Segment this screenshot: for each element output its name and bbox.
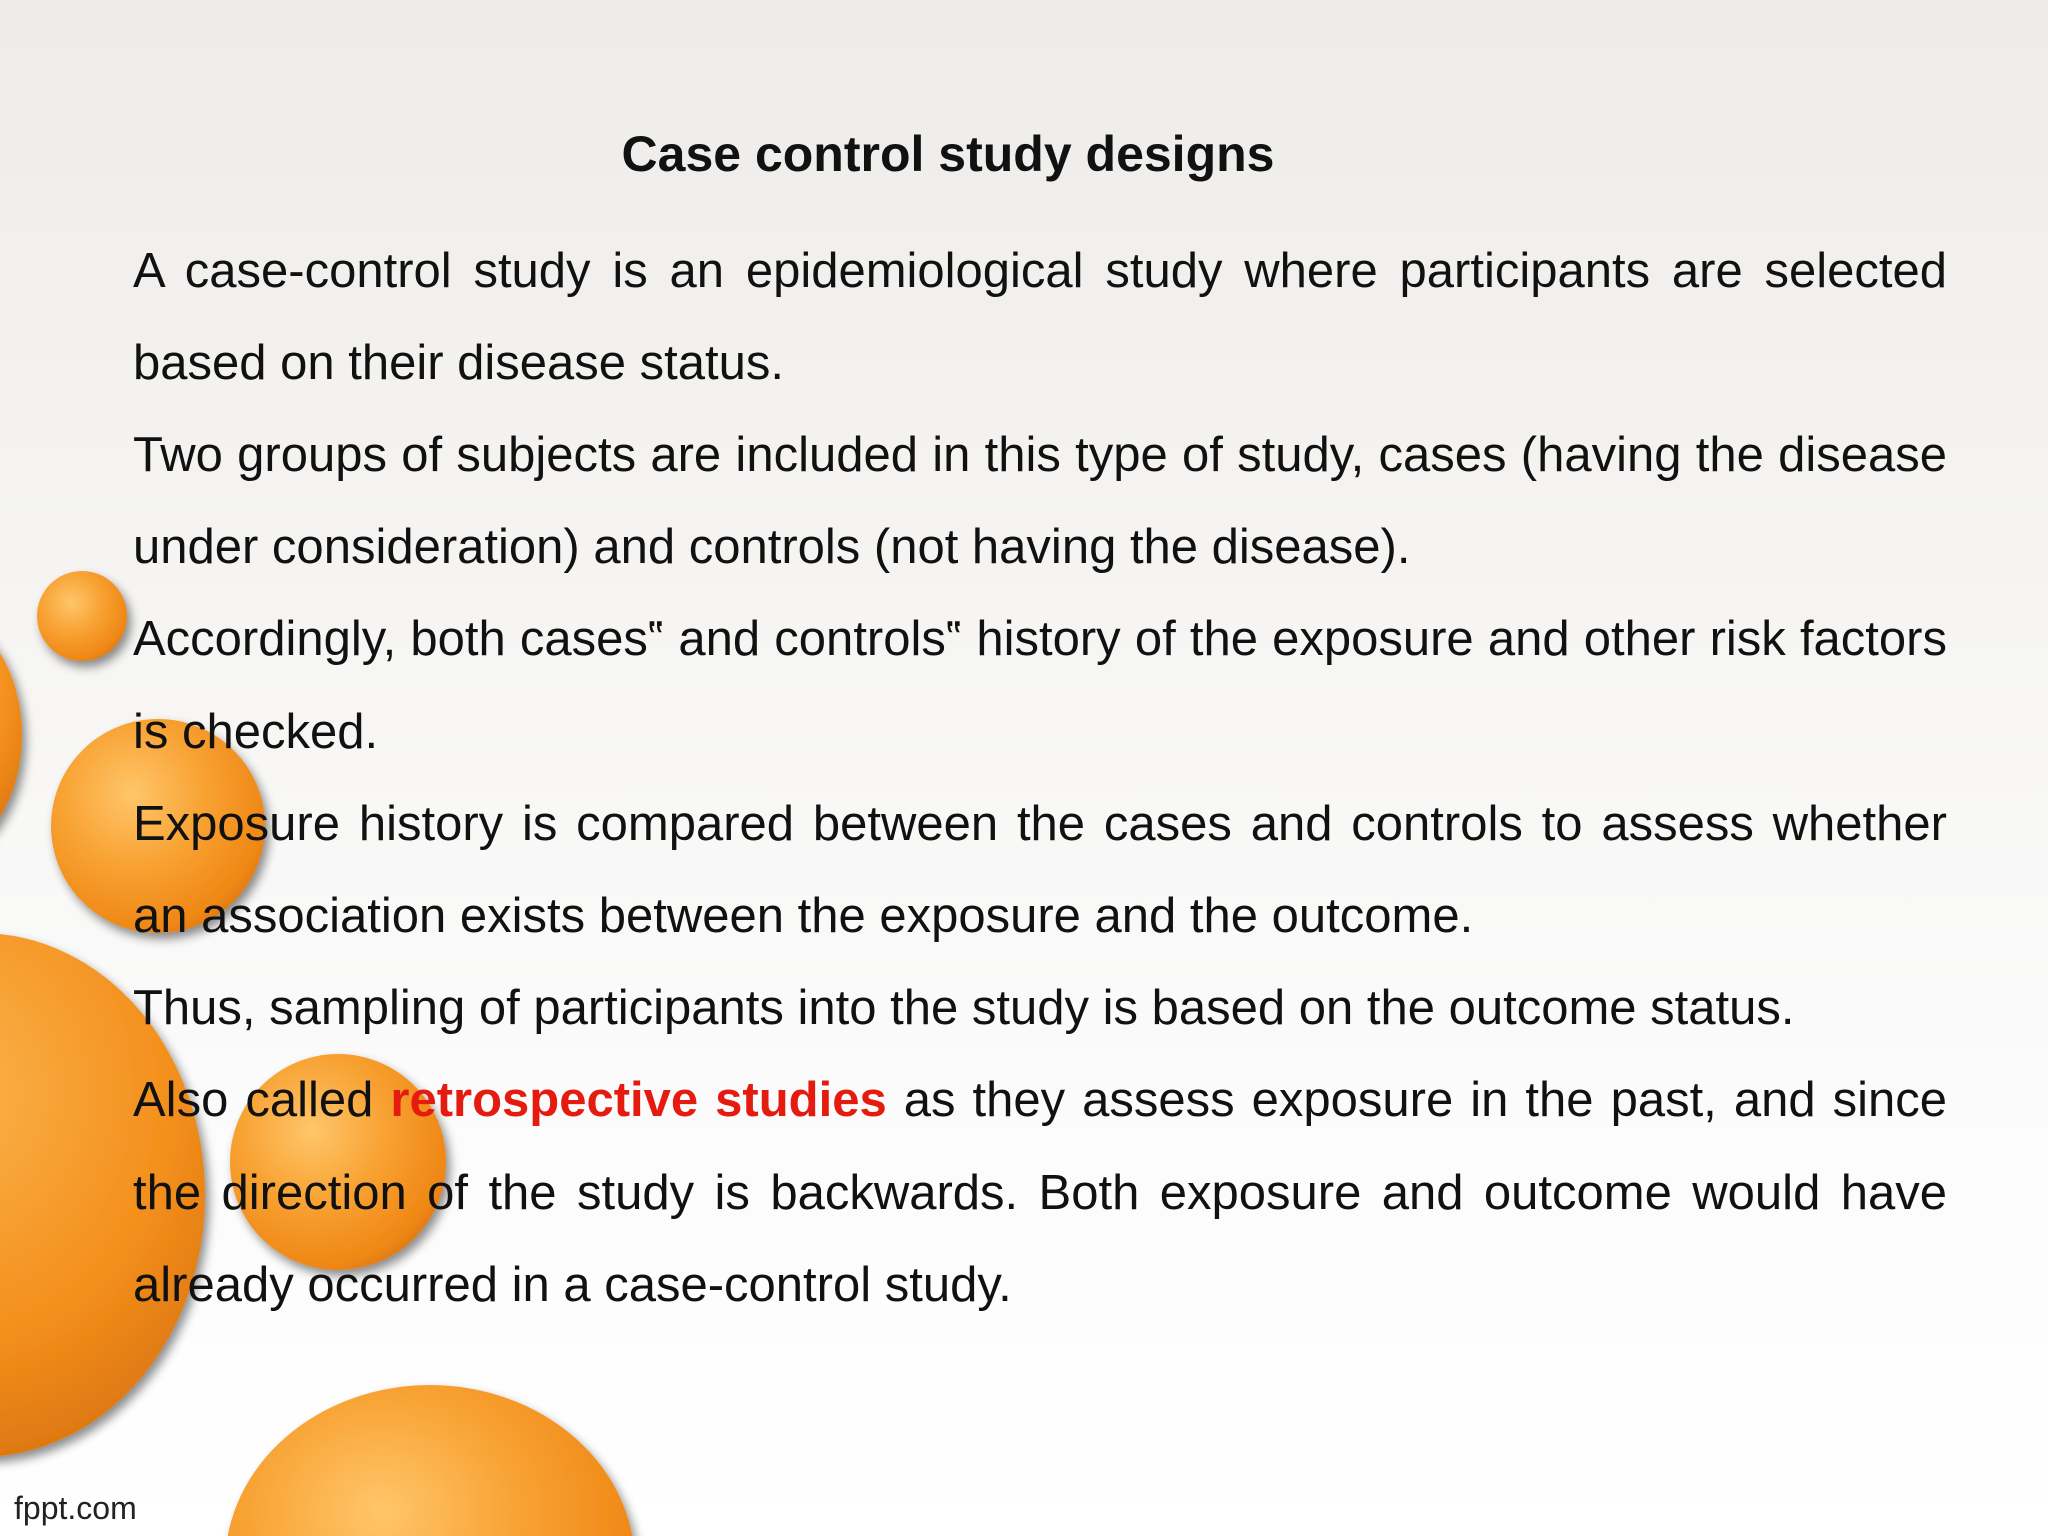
retrospective-highlight: retrospective studies xyxy=(390,1073,887,1128)
bubble-bottom xyxy=(225,1385,635,1536)
paragraph-sampling: Thus, sampling of participants into the study is based on the outcome status. xyxy=(133,981,1795,1036)
paragraph-definition: A case-control study is an epidemiological study where participants are selected based on their disease status. xyxy=(133,243,1947,390)
slide-title: Case control study designs xyxy=(621,126,1275,182)
watermark-text: fppt.com xyxy=(14,1490,137,1526)
retrospective-intro: Also called xyxy=(133,1073,391,1128)
bubble-left-partial xyxy=(0,615,22,855)
paragraph-groups: Two groups of subjects are included in this type of study, cases (having the disease under consideration) and controls (not having the disease). xyxy=(133,427,1947,575)
slide-body xyxy=(133,225,1947,1331)
bubble-small xyxy=(37,571,127,661)
paragraph-history: Accordingly, both cases‟ and controls‟ history of the exposure and other risk factors is checked. xyxy=(133,612,1947,759)
paragraph-exposure: Exposure history is compared between the cases and controls to assess whether an association exists between the exposure and the outcome. xyxy=(133,796,1947,943)
retrospective-explanation: as they assess exposure in the past, and since the direction of the study is backwards. Both exposure and outcome would have already occurred in a case-control study. xyxy=(133,1073,1947,1312)
paragraph-retrospective xyxy=(133,1054,1947,1331)
